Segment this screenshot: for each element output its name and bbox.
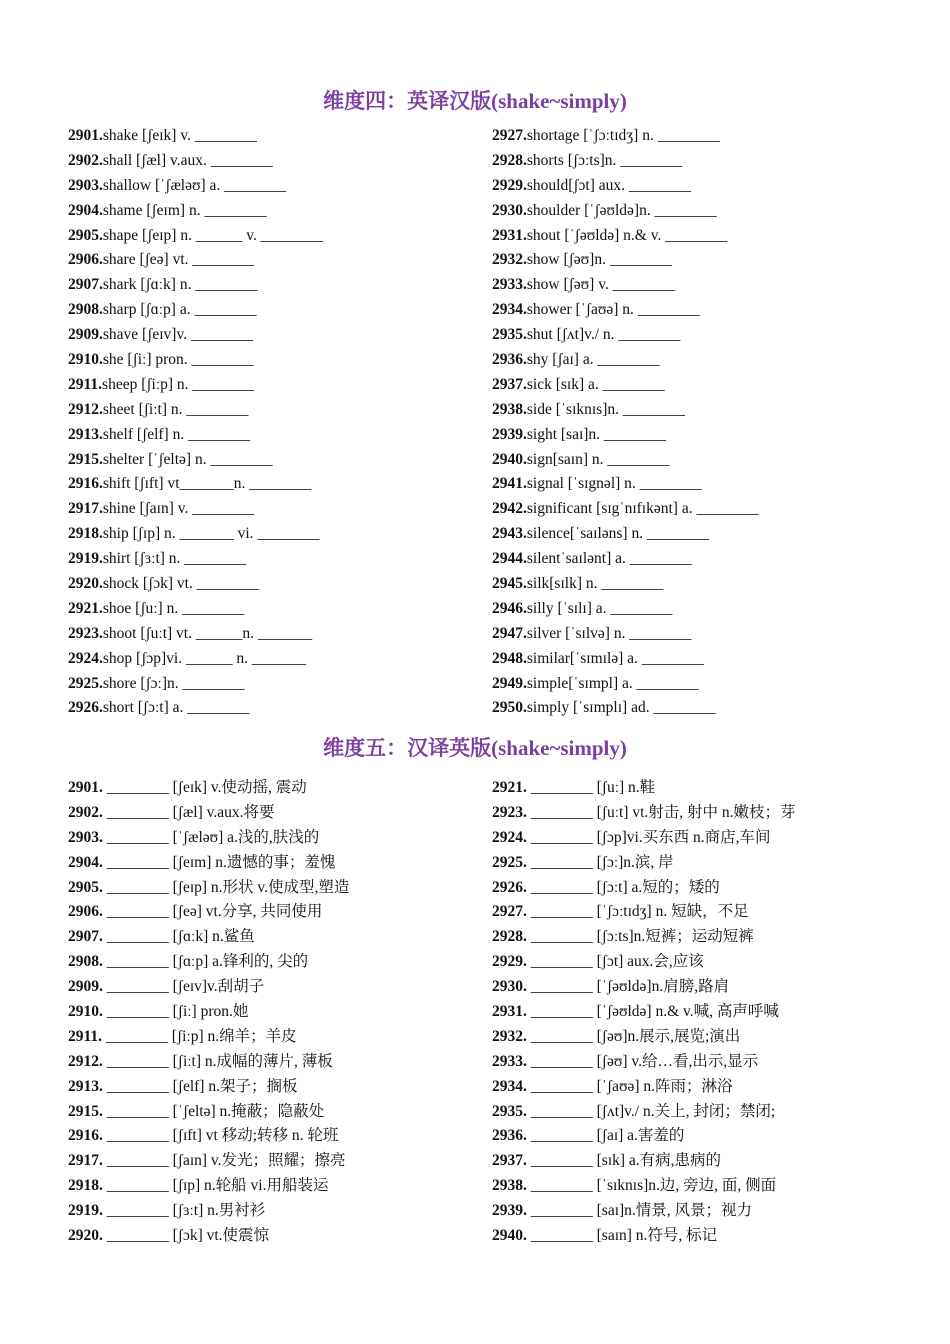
entry-text: ________ [ʃɔk] vt.使震惊: [102, 1227, 270, 1245]
vocab-entry: [68, 348, 323, 373]
vocab-entry: [492, 348, 758, 373]
entry-text: ________ [ʃɑːp] a.锋利的, 尖的: [102, 953, 309, 971]
section5-left-column: [68, 776, 349, 1249]
entry-number: 2937.: [492, 375, 527, 393]
vocab-entry: [68, 522, 323, 547]
vocab-entry: [492, 925, 796, 950]
entry-text: sign[saɪn] n. ________: [526, 450, 670, 468]
entry-number: 2928.: [492, 151, 527, 169]
entry-text: ________ [ʃɔː]n.滨, 岸: [526, 853, 674, 871]
entry-text: ________ [ʃelf] n.架子；搁板: [102, 1077, 298, 1095]
entry-text: shut [ʃʌt]v./ n. ________: [526, 326, 681, 344]
vocab-entry: [492, 622, 758, 647]
entry-number: 2921.: [68, 599, 103, 617]
vocab-entry: [492, 1224, 796, 1249]
entry-number: 2907.: [68, 276, 103, 294]
entry-number: 2927.: [492, 127, 527, 144]
vocab-entry: [492, 672, 758, 697]
entry-text: ________ [ʃeɪk] v.使动摇, 震动: [102, 779, 307, 796]
vocab-entry: [492, 224, 758, 249]
vocab-entry: [68, 224, 323, 249]
entry-number: 2948.: [492, 649, 527, 667]
entry-text: share [ʃeə] vt. ________: [102, 251, 255, 269]
entry-number: 2903.: [68, 176, 103, 194]
vocab-entry: [68, 1149, 349, 1174]
entry-text: shout [ˈʃəʊldə] n.& v. ________: [526, 226, 728, 244]
entry-number: 2912.: [68, 1052, 103, 1070]
entry-text: ________ [ʃaɪ] a.害羞的: [526, 1127, 685, 1145]
entry-number: 2917.: [68, 500, 103, 518]
entry-text: silver [ˈsɪlvə] n. ________: [526, 624, 692, 642]
entry-text: ________ [ʃæl] v.aux.将要: [102, 803, 275, 821]
entry-number: 2908.: [68, 953, 103, 971]
vocab-entry: [68, 975, 349, 1000]
section5-title: 维度五：汉译英版(shake~simply): [323, 736, 627, 760]
entry-number: 2936.: [492, 351, 527, 369]
entry-number: 2929.: [492, 176, 527, 194]
vocab-entry: [68, 1174, 349, 1199]
entry-text: ________ [ʃeɪp] n.形状 v.使成型,塑造: [102, 878, 350, 896]
vocab-entry: [492, 248, 758, 273]
vocab-entry: [68, 1025, 349, 1050]
vocab-entry: [492, 1124, 796, 1149]
entry-number: 2931.: [492, 1003, 527, 1021]
vocab-entry: [68, 572, 323, 597]
vocab-entry: [68, 826, 349, 851]
entry-text: silk[sɪlk] n. ________: [526, 575, 664, 593]
vocab-entry: [492, 696, 758, 721]
entry-text: show [ʃəʊ]n. ________: [526, 251, 672, 269]
entry-text: shoe [ʃuː] n. ________: [102, 599, 245, 617]
entry-number: 2945.: [492, 575, 527, 593]
vocab-entry: [68, 1100, 349, 1125]
vocab-entry: [492, 1025, 796, 1050]
entry-text: ________ [ʃɔt] aux.会,应该: [526, 953, 704, 971]
entry-text: ________ [ʃiː] pron.她: [102, 1003, 249, 1021]
section5-right-column: [492, 776, 796, 1249]
vocab-entry: [492, 124, 758, 149]
entry-number: 2927.: [492, 903, 527, 921]
entry-number: 2916.: [68, 475, 103, 493]
vocab-entry: [68, 925, 349, 950]
entry-text: ________ [ʃʌt]v./ n.关上, 封闭；禁闭;: [526, 1102, 776, 1120]
entry-text: shop [ʃɔp]vi. ______ n. _______: [102, 649, 307, 667]
vocab-entry: [492, 851, 796, 876]
entry-text: ________ [ʃeɪv]v.刮胡子: [102, 978, 265, 996]
entry-number: 2934.: [492, 301, 527, 319]
entry-text: side [ˈsɪknɪs]n. ________: [526, 400, 685, 418]
entry-number: 2932.: [492, 1027, 527, 1045]
entry-number: 2905.: [68, 226, 103, 244]
entry-text: shower [ˈʃaʊə] n. ________: [526, 301, 700, 319]
vocab-entry: [68, 472, 323, 497]
entry-text: sheet [ʃiːt] n. ________: [102, 400, 249, 418]
vocab-entry: [68, 1000, 349, 1025]
entry-number: 2941.: [492, 475, 527, 493]
vocab-entry: [68, 248, 323, 273]
vocab-entry: [492, 1050, 796, 1075]
entry-text: ________ [ʃɪft] vt 移动;转移 n. 轮班: [102, 1127, 339, 1145]
vocab-entry: [68, 174, 323, 199]
entry-text: show [ʃəʊ] v. ________: [526, 276, 675, 294]
section4-left-column: [68, 124, 323, 721]
vocab-entry: [68, 149, 323, 174]
entry-number: 2931.: [492, 226, 527, 244]
entry-number: 2910.: [68, 351, 103, 369]
entry-number: 2928.: [492, 928, 527, 946]
entry-text: ________ [ˈsɪknɪs]n.边, 旁边, 面, 侧面: [526, 1177, 777, 1195]
vocab-entry: [492, 373, 758, 398]
entry-text: ________ [saɪn] n.符号, 标记: [526, 1227, 718, 1245]
vocab-entry: [68, 199, 323, 224]
entry-text: shoulder [ˈʃəʊldə]n. ________: [526, 201, 717, 219]
vocab-entry: [68, 423, 323, 448]
entry-number: 2933.: [492, 276, 527, 294]
entry-number: 2915.: [68, 450, 103, 468]
vocab-entry: [492, 174, 758, 199]
entry-number: 2925.: [492, 853, 527, 871]
entry-text: shirt [ʃɜːt] n. ________: [102, 550, 247, 568]
entry-text: shine [ʃaɪn] v. ________: [102, 500, 255, 518]
entry-number: 2933.: [492, 1052, 527, 1070]
vocab-entry: [68, 1199, 349, 1224]
entry-number: 2924.: [68, 649, 103, 667]
vocab-entry: [492, 472, 758, 497]
entry-text: ________ [ˈʃəʊldə] n.& v.喊, 高声呼喊: [526, 1003, 779, 1021]
entry-text: shelter [ˈʃeltə] n. ________: [102, 450, 273, 468]
vocab-entry: [492, 298, 758, 323]
entry-number: 2924.: [492, 828, 527, 846]
vocab-entry: [492, 448, 758, 473]
entry-number: 2917.: [68, 1152, 103, 1170]
vocab-entry: [68, 497, 323, 522]
section4-right-column: [492, 124, 758, 721]
vocab-entry: [492, 876, 796, 901]
vocab-entry: [492, 1174, 796, 1199]
entry-number: 2911.: [68, 1027, 103, 1045]
vocab-entry: [68, 373, 323, 398]
entry-text: similar[ˈsɪmɪlə] a. ________: [526, 649, 704, 667]
entry-number: 2912.: [68, 400, 103, 418]
vocab-entry: [492, 597, 758, 622]
entry-text: ________ [ʃiːt] n.成幅的薄片, 薄板: [102, 1052, 333, 1070]
vocab-entry: [492, 647, 758, 672]
entry-text: ________ [ʃəʊ]n.展示,展览;演出: [526, 1027, 741, 1045]
entry-text: should[ʃɔt] aux. ________: [526, 176, 691, 194]
entry-number: 2907.: [68, 928, 103, 946]
entry-text: shame [ʃeɪm] n. ________: [102, 201, 267, 219]
entry-number: 2902.: [68, 151, 103, 169]
entry-number: 2913.: [68, 1077, 103, 1095]
entry-number: 2930.: [492, 978, 527, 996]
vocab-entry: [492, 826, 796, 851]
entry-text: ship [ʃɪp] n. _______ vi. ________: [102, 525, 320, 543]
entry-number: 2923.: [492, 803, 527, 821]
vocab-entry: [492, 1000, 796, 1025]
entry-number: 2919.: [68, 1202, 103, 1220]
entry-number: 2911.: [68, 375, 103, 393]
entry-number: 2939.: [492, 425, 527, 443]
entry-number: 2932.: [492, 251, 527, 269]
vocab-entry: [68, 547, 323, 572]
vocab-entry: [492, 323, 758, 348]
entry-text: silence[ˈsaɪləns] n. ________: [526, 525, 709, 543]
entry-number: 2920.: [68, 1227, 103, 1245]
entry-text: signal [ˈsɪgnəl] n. ________: [526, 475, 702, 493]
entry-number: 2935.: [492, 326, 527, 344]
vocab-entry: [68, 597, 323, 622]
vocab-entry: [492, 423, 758, 448]
entry-number: 2923.: [68, 624, 103, 642]
entry-text: ________ [ʃiːp] n.绵羊；羊皮: [102, 1027, 297, 1045]
vocab-entry: [492, 950, 796, 975]
entry-number: 2942.: [492, 500, 527, 518]
entry-text: ________ [ˈʃeltə] n.掩蔽；隐蔽处: [102, 1102, 325, 1120]
entry-text: ________ [ʃɜːt] n.男衬衫: [102, 1202, 266, 1220]
vocab-entry: [492, 975, 796, 1000]
entry-text: simple[ˈsɪmpl] a. ________: [526, 674, 699, 692]
entry-number: 2906.: [68, 251, 103, 269]
entry-number: 2940.: [492, 450, 527, 468]
entry-number: 2939.: [492, 1202, 527, 1220]
entry-number: 2950.: [492, 699, 527, 717]
vocab-entry: [492, 1149, 796, 1174]
entry-text: ________ [ʃɔːts]n.短裤；运动短裤: [526, 928, 754, 946]
vocab-entry: [68, 1050, 349, 1075]
entry-text: silentˈsaɪlənt] a. ________: [526, 550, 692, 568]
vocab-entry: [68, 273, 323, 298]
vocab-entry: [68, 950, 349, 975]
vocab-entry: [68, 647, 323, 672]
vocab-entry: [492, 776, 796, 801]
entry-text: shallow [ˈʃæləʊ] a. ________: [102, 176, 287, 194]
vocab-entry: [68, 622, 323, 647]
entry-text: ________ [ʃuː] n.鞋: [526, 779, 656, 796]
entry-text: ________ [ˈʃaʊə] n.阵雨；淋浴: [526, 1077, 733, 1095]
entry-text: shorts [ʃɔːts]n. ________: [526, 151, 683, 169]
entry-text: ________ [ʃəʊ] v.给…看,出示,显示: [526, 1052, 759, 1070]
vocab-entry: [492, 522, 758, 547]
vocab-entry: [68, 900, 349, 925]
entry-number: 2949.: [492, 674, 527, 692]
entry-number: 2930.: [492, 201, 527, 219]
vocab-entry: [492, 1075, 796, 1100]
vocab-entry: [68, 298, 323, 323]
entry-number: 2908.: [68, 301, 103, 319]
vocab-entry: [68, 876, 349, 901]
entry-number: 2940.: [492, 1227, 527, 1245]
entry-number: 2938.: [492, 1177, 527, 1195]
entry-number: 2918.: [68, 525, 103, 543]
entry-text: shock [ʃɔk] vt. ________: [102, 575, 259, 593]
vocab-entry: [68, 1224, 349, 1249]
vocab-entry: [68, 448, 323, 473]
entry-text: ________ [ʃeə] vt.分享, 共同使用: [102, 903, 323, 921]
entry-text: ________ [ʃaɪn] v.发光；照耀；擦亮: [102, 1152, 346, 1170]
entry-number: 2929.: [492, 953, 527, 971]
entry-number: 2943.: [492, 525, 527, 543]
entry-text: ________ [ˈʃæləʊ] a.浅的,肤浅的: [102, 828, 320, 846]
entry-number: 2936.: [492, 1127, 527, 1145]
entry-number: 2918.: [68, 1177, 103, 1195]
entry-number: 2935.: [492, 1102, 527, 1120]
entry-text: sight [saɪ]n. ________: [526, 425, 666, 443]
entry-number: 2946.: [492, 599, 527, 617]
vocab-entry: [68, 323, 323, 348]
entry-number: 2901.: [68, 127, 103, 144]
entry-text: ________ [ʃuːt] vt.射击, 射中 n.嫩枝；芽: [526, 803, 796, 821]
entry-text: shortage [ˈʃɔːtɪdʒ] n. ________: [526, 127, 720, 144]
entry-number: 2909.: [68, 326, 103, 344]
entry-text: ________ [ʃɑːk] n.鲨鱼: [102, 928, 255, 946]
vocab-entry: [68, 1124, 349, 1149]
entry-number: 2920.: [68, 575, 103, 593]
entry-text: shark [ʃɑːk] n. ________: [102, 276, 258, 294]
entry-number: 2903.: [68, 828, 103, 846]
entry-text: ________ [saɪ]n.情景, 风景；视力: [526, 1202, 753, 1220]
vocab-entry: [68, 851, 349, 876]
entry-text: ________ [ʃɔp]vi.买东西 n.商店,车间: [526, 828, 771, 846]
entry-number: 2926.: [68, 699, 103, 717]
entry-number: 2905.: [68, 878, 103, 896]
vocab-entry: [68, 1075, 349, 1100]
vocab-entry: [492, 497, 758, 522]
entry-number: 2937.: [492, 1152, 527, 1170]
entry-number: 2916.: [68, 1127, 103, 1145]
entry-number: 2910.: [68, 1003, 103, 1021]
entry-number: 2921.: [492, 779, 527, 796]
entry-text: ________ [ʃeɪm] n.遗憾的事；羞愧: [102, 853, 336, 871]
vocab-entry: [492, 900, 796, 925]
entry-number: 2904.: [68, 201, 103, 219]
vocab-entry: [492, 273, 758, 298]
section4-title: 维度四：英译汉版(shake~simply): [323, 89, 627, 113]
entry-number: 2934.: [492, 1077, 527, 1095]
entry-text: ________ [sɪk] a.有病,患病的: [526, 1152, 722, 1170]
vocab-entry: [492, 547, 758, 572]
vocab-entry: [492, 1199, 796, 1224]
entry-number: 2904.: [68, 853, 103, 871]
entry-text: simply [ˈsɪmplɪ] ad. ________: [526, 699, 716, 717]
entry-number: 2947.: [492, 624, 527, 642]
vocab-entry: [492, 801, 796, 826]
entry-text: ________ [ˈʃəʊldə]n.肩膀,路肩: [526, 978, 730, 996]
vocab-entry: [68, 776, 349, 801]
entry-text: ________ [ʃɪp] n.轮船 vi.用船装运: [102, 1177, 329, 1195]
vocab-entry: [492, 398, 758, 423]
entry-text: sick [sɪk] a. ________: [526, 375, 665, 393]
entry-text: shelf [ʃelf] n. ________: [102, 425, 251, 443]
vocab-entry: [68, 672, 323, 697]
vocab-entry: [68, 696, 323, 721]
vocab-entry: [492, 1100, 796, 1125]
entry-text: shall [ʃæl] v.aux. ________: [102, 151, 273, 169]
entry-text: shy [ʃaɪ] a. ________: [526, 351, 660, 369]
entry-text: shore [ʃɔː]n. ________: [102, 674, 245, 692]
entry-number: 2919.: [68, 550, 103, 568]
vocab-entry: [492, 572, 758, 597]
entry-number: 2925.: [68, 674, 103, 692]
entry-number: 2909.: [68, 978, 103, 996]
entry-number: 2901.: [68, 779, 103, 796]
entry-number: 2913.: [68, 425, 103, 443]
entry-text: short [ʃɔːt] a. ________: [102, 699, 250, 717]
entry-text: she [ʃiː] pron. ________: [102, 351, 254, 369]
entry-text: significant [sɪgˈnɪfɪkənt] a. ________: [526, 500, 759, 518]
entry-number: 2926.: [492, 878, 527, 896]
entry-text: sharp [ʃɑːp] a. ________: [102, 301, 257, 319]
entry-number: 2902.: [68, 803, 103, 821]
entry-text: shake [ʃeɪk] v. ________: [102, 127, 257, 144]
entry-text: ________ [ˈʃɔːtɪdʒ] n. 短缺，不足: [526, 903, 749, 921]
vocab-entry: [68, 801, 349, 826]
vocab-entry: [68, 398, 323, 423]
entry-text: shave [ʃeɪv]v. ________: [102, 326, 253, 344]
entry-text: silly [ˈsɪlɪ] a. ________: [526, 599, 673, 617]
entry-text: sheep [ʃiːp] n. ________: [102, 375, 255, 393]
entry-text: shift [ʃɪft] vt_______n. ________: [102, 475, 312, 493]
entry-text: shape [ʃeɪp] n. ______ v. ________: [102, 226, 323, 244]
entry-number: 2915.: [68, 1102, 103, 1120]
entry-text: ________ [ʃɔːt] a.短的；矮的: [526, 878, 720, 896]
vocab-entry: [492, 149, 758, 174]
entry-number: 2944.: [492, 550, 527, 568]
entry-number: 2938.: [492, 400, 527, 418]
vocab-entry: [68, 124, 323, 149]
vocab-entry: [492, 199, 758, 224]
entry-text: shoot [ʃuːt] vt. ______n. _______: [102, 624, 313, 642]
entry-number: 2906.: [68, 903, 103, 921]
